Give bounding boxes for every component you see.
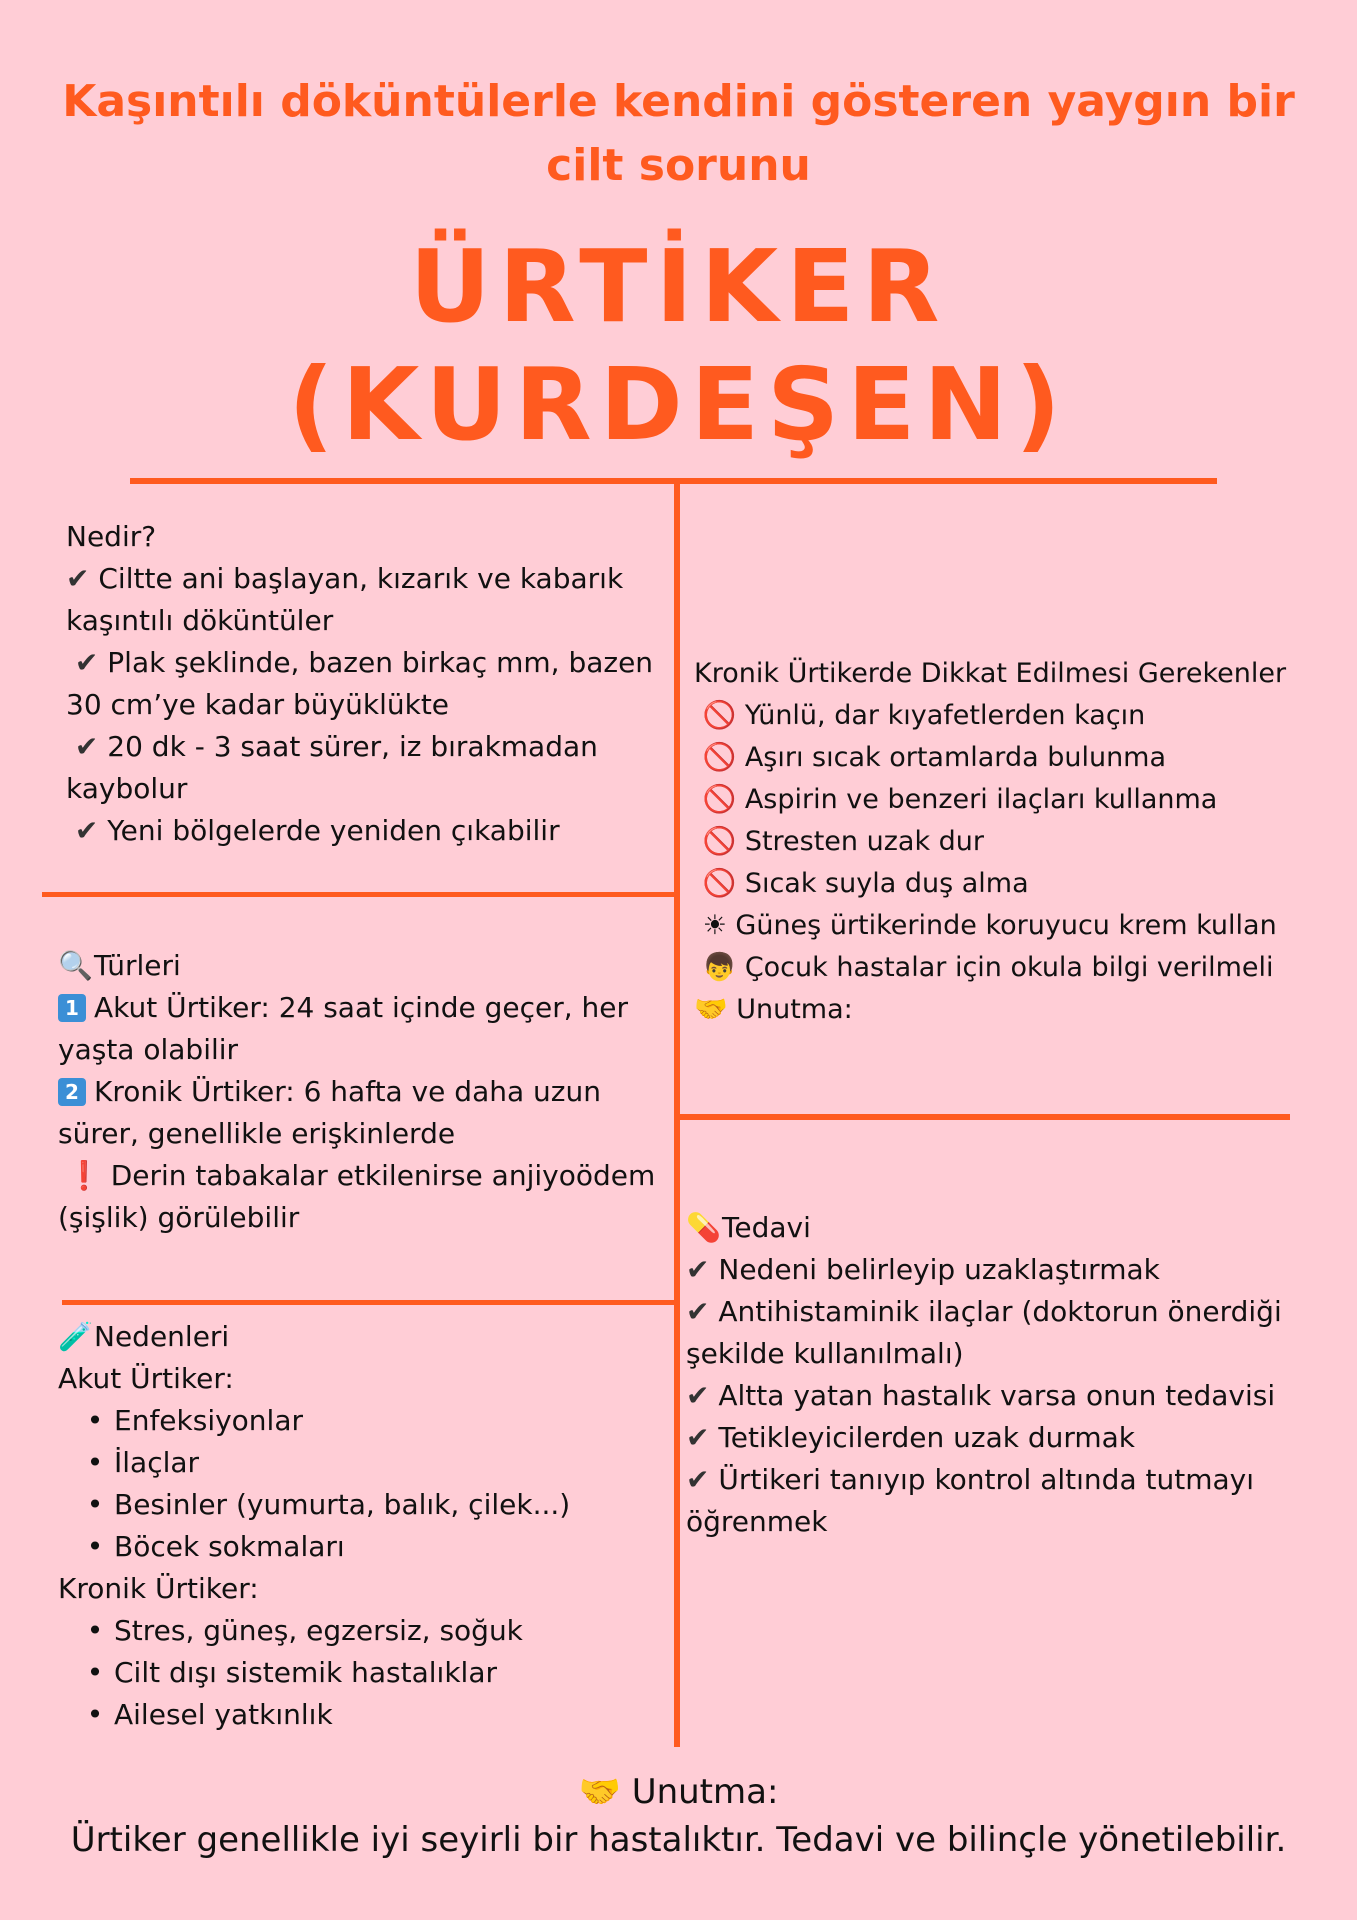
list-item: • Ailesel yatkınlık [58,1694,658,1736]
prohibited-icon: 🚫 [702,868,737,899]
tedavi-item: ✔ Nedeni belirleyip uzaklaştırmak [686,1253,1160,1286]
nedir-item: ✔ Plak şeklinde, bazen birkaç mm, bazen 30 cm’ye kadar büyüklükte [66,646,654,721]
turleri-item: 1 Akut Ürtiker: 24 saat içinde geçer, her yaşta olabilir [58,991,629,1066]
dikkat-item: 👦 Çocuk hastalar için okula bilgi verilmeli [702,952,1274,983]
tedavi-heading: Tedavi [722,1211,811,1244]
dikkat-item: 🚫 Aşırı sıcak ortamlarda bulunma [702,742,1167,773]
tedavi-item: ✔ Altta yatan hastalık varsa onun tedavisi [686,1379,1276,1412]
left-divider-1 [42,892,677,897]
bullet-icon: • [86,1488,104,1521]
child-icon: 👦 [702,952,737,983]
prohibited-icon: 🚫 [702,826,737,857]
akut-label: Akut Ürtiker: [58,1362,234,1395]
dikkat-item: ☀ Güneş ürtikerinde koruyucu krem kullan [702,910,1277,941]
nedir-section [66,516,666,852]
list-item: • Böcek sokmaları [58,1526,658,1568]
turleri-section [58,945,658,1239]
check-icon: ✔ [66,562,90,595]
bullet-icon: • [86,1404,104,1437]
title-line-1: ÜRTİKER [409,228,948,345]
nedenleri-heading-row [58,1316,658,1358]
list-item: • Cilt dışı sistemik hastalıklar [58,1652,658,1694]
bullet-icon: • [86,1614,104,1647]
nedir-item: ✔ Ciltte ani başlayan, kızarık ve kabarık kaşıntılı döküntüler [66,562,624,637]
tedavi-heading-row [686,1207,1286,1249]
nedir-heading: Nedir? [66,520,157,553]
bullet-icon: • [86,1530,104,1563]
dikkat-item: 🚫 Aspirin ve benzeri ilaçları kullanma [702,784,1218,815]
check-icon: ✔ [686,1463,710,1496]
list-item: • Besinler (yumurta, balık, çilek...) [58,1484,658,1526]
dikkat-item: 🚫 Sıcak suyla duş alma [702,868,1029,899]
bullet-icon: • [86,1698,104,1731]
handshake-icon: 🤝 [694,994,728,1025]
nedir-item: ✔ Yeni bölgelerde yeniden çıkabilir [74,814,560,847]
check-icon: ✔ [686,1253,710,1286]
pill-icon: 💊 [686,1211,721,1244]
tedavi-item: ✔ Antihistaminik ilaçlar (doktorun önerdiği şekilde kullanılmalı) [686,1295,1282,1370]
handshake-icon: 🤝 [578,1772,621,1812]
page-title [0,228,1357,464]
number-badge-icon: 2 [58,1078,86,1106]
dikkat-section [694,653,1294,1031]
nedir-item: ✔ 20 dk - 3 saat sürer, iz bırakmadan kaybolur [66,730,598,805]
dikkat-item: 🚫 Stresten uzak dur [702,826,985,857]
nedenleri-heading: Nedenleri [94,1320,230,1353]
title-line-2: (KURDEŞEN) [288,346,1069,463]
subtitle: Kaşıntılı döküntülerle kendini gösteren yaygın bir cilt sorunu [62,76,1295,191]
number-badge-icon: 1 [58,994,86,1022]
footer-text: Ürtiker genellikle iyi seyirli bir hastalıktır. Tedavi ve bilinçle yönetilebilir. [70,1820,1287,1860]
tedavi-item: ✔ Ürtikeri tanıyıp kontrol altında tutmayı öğrenmek [686,1463,1254,1538]
kronik-label: Kronik Ürtiker: [58,1572,259,1605]
dikkat-heading: Kronik Ürtikerde Dikkat Edilmesi Gerekenler [694,658,1287,689]
check-icon: ✔ [686,1295,710,1328]
prohibited-icon: 🚫 [702,784,737,815]
sun-icon: ☀ [702,910,727,941]
left-divider-2 [62,1300,677,1305]
prohibited-icon: 🚫 [702,742,737,773]
list-item: • Enfeksiyonlar [58,1400,658,1442]
turleri-heading: Türleri [94,949,181,982]
prohibited-icon: 🚫 [702,700,737,731]
check-icon: ✔ [74,814,99,847]
dikkat-item: 🚫 Yünlü, dar kıyafetlerden kaçın [702,700,1146,731]
check-icon: ✔ [686,1421,710,1454]
exclamation-icon: ❗ [66,1159,102,1192]
check-icon: ✔ [74,646,99,679]
tedavi-section [686,1207,1286,1543]
tedavi-item: ✔ Tetikleyicilerden uzak durmak [686,1421,1136,1454]
footer-label: Unutma: [631,1772,779,1812]
dikkat-unutma: 🤝 Unutma: [694,994,853,1025]
check-icon: ✔ [686,1379,710,1412]
bullet-icon: • [86,1446,104,1479]
bullet-icon: • [86,1656,104,1689]
magnifier-icon: 🔍 [58,949,93,982]
turleri-note: ❗ Derin tabakalar etkilenirse anjiyoödem (şişlik) görülebilir [58,1159,656,1234]
turleri-heading-row [58,945,658,987]
list-item: • İlaçlar [58,1442,658,1484]
list-item: • Stres, güneş, egzersiz, soğuk [58,1610,658,1652]
right-divider [678,1114,1290,1120]
turleri-item: 2 Kronik Ürtiker: 6 hafta ve daha uzun sürer, genellikle erişkinlerde [58,1075,601,1150]
test-tube-icon: 🧪 [58,1320,93,1353]
nedenleri-section [58,1316,658,1736]
footer-label-row [0,1768,1357,1816]
check-icon: ✔ [74,730,99,763]
